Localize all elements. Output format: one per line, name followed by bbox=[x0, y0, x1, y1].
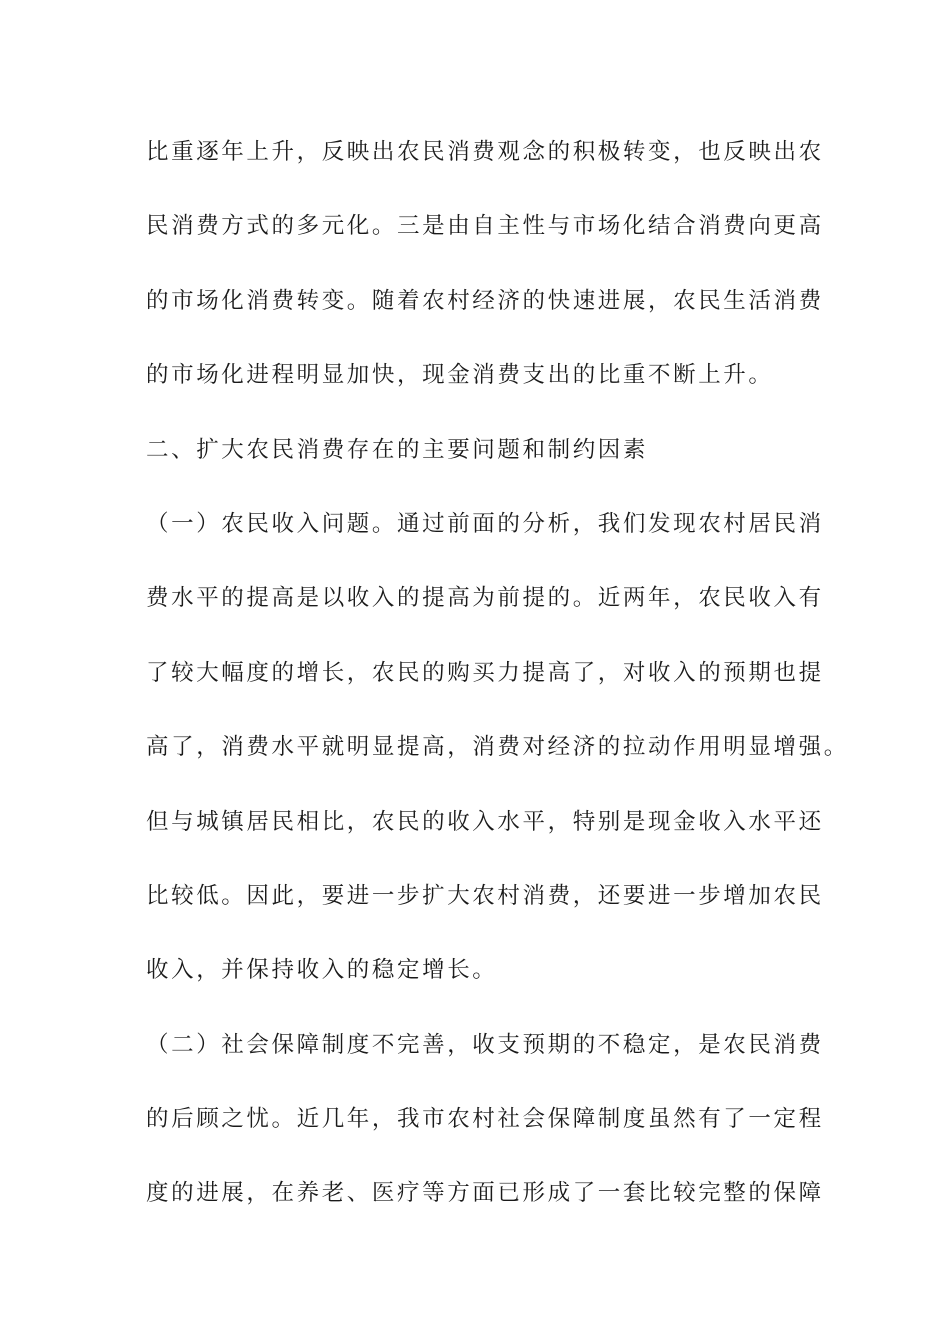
text-line-7: 费水平的提高是以收入的提高为前提的。近两年，农民收入有 bbox=[146, 585, 824, 612]
text-line-2: 民消费方式的多元化。三是由自主性与市场化结合消费向更高 bbox=[146, 213, 824, 240]
text-line-12: 收入，并保持收入的稳定增长。 bbox=[146, 957, 498, 984]
text-line-3: 的市场化消费转变。随着农村经济的快速进展，农民生活消费 bbox=[146, 287, 824, 314]
text-line-9: 高了，消费水平就明显提高，消费对经济的拉动作用明显增强。 bbox=[146, 734, 849, 761]
text-line-15: 度的进展，在养老、医疗等方面已形成了一套比较完整的保障 bbox=[146, 1180, 824, 1207]
text-line-13: （二）社会保障制度不完善，收支预期的不稳定，是农民消费 bbox=[146, 1031, 824, 1058]
text-line-1: 比重逐年上升，反映出农民消费观念的积极转变，也反映出农 bbox=[146, 139, 824, 165]
text-line-10: 但与城镇居民相比，农民的收入水平，特别是现金收入水平还 bbox=[146, 808, 824, 835]
text-line-6: （一）农民收入问题。通过前面的分析，我们发现农村居民消 bbox=[146, 510, 824, 537]
section-heading: 二、扩大农民消费存在的主要问题和制约因素 bbox=[146, 436, 649, 463]
body-text bbox=[146, 130, 849, 1246]
text-line-11: 比较低。因此，要进一步扩大农村消费，还要进一步增加农民 bbox=[146, 882, 824, 909]
text-line-4: 的市场化进程明显加快，现金消费支出的比重不断上升。 bbox=[146, 362, 774, 389]
text-line-14: 的后顾之忧。近几年，我市农村社会保障制度虽然有了一定程 bbox=[146, 1106, 824, 1133]
text-line-8: 了较大幅度的增长，农民的购买力提高了，对收入的预期也提 bbox=[146, 659, 824, 686]
